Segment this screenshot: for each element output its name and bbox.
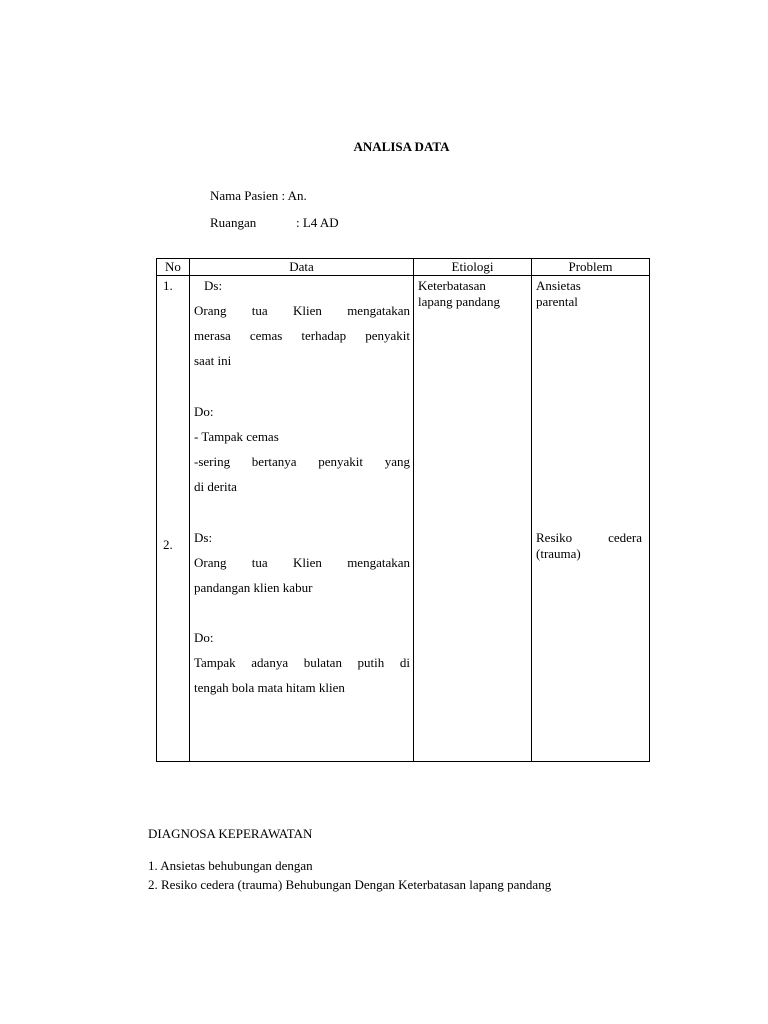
- table-row: [157, 276, 650, 762]
- row-2-ds-line-1: Orang tua Klien mengatakan: [194, 555, 410, 570]
- row-1-ds-line-2: merasa cemas terhadap penyakit: [194, 328, 410, 343]
- header-data: Data: [190, 259, 414, 276]
- data-cell: [190, 276, 414, 762]
- header-no: No: [157, 259, 190, 276]
- etiologi-cell: [414, 276, 532, 762]
- table-header-row: [157, 259, 650, 276]
- row-1-problem-line-2: parental: [536, 294, 578, 309]
- patient-room-label: Ruangan: [210, 215, 257, 230]
- patient-room-row: [210, 215, 339, 231]
- patient-name-value: : An.: [281, 188, 307, 203]
- row-2-do-line-1: Tampak adanya bulatan putih di: [194, 655, 410, 670]
- row-2-ds-line-2: pandangan klien kabur: [194, 580, 313, 595]
- row-2-no: 2.: [163, 537, 173, 552]
- page-title: ANALISA DATA: [353, 139, 450, 154]
- row-2-problem-line-2: (trauma): [536, 546, 581, 561]
- row-1-do-line-3: di derita: [194, 479, 237, 494]
- row-1-etiologi-line-2: lapang pandang: [418, 294, 500, 309]
- analysis-table: [156, 258, 650, 762]
- header-problem: Problem: [532, 259, 650, 276]
- row-2-do-label: Do:: [194, 630, 214, 645]
- row-1-ds-line-3: saat ini: [194, 353, 232, 368]
- row-1-ds-line-1: Orang tua Klien mengatakan: [194, 303, 410, 318]
- row-1-do-label: Do:: [194, 404, 214, 419]
- patient-name-row: [210, 188, 307, 204]
- header-etiologi: Etiologi: [414, 259, 532, 276]
- row-1-no: 1.: [163, 278, 173, 293]
- diagnosis-heading: DIAGNOSA KEPERAWATAN: [148, 826, 313, 841]
- row-1-etiologi-line-1: Keterbatasan: [418, 278, 486, 293]
- diagnosis-item-2: 2. Resiko cedera (trauma) Behubungan Dengan Keterbatasan lapang pandang: [148, 877, 552, 892]
- row-2-do-line-2: tengah bola mata hitam klien: [194, 680, 345, 695]
- patient-name-label: Nama Pasien: [210, 188, 279, 203]
- row-2-ds-label: Ds:: [194, 530, 213, 545]
- row-1-do-line-2: -sering bertanya penyakit yang: [194, 454, 410, 469]
- row-2-problem-line-1: Resiko cedera: [536, 530, 642, 545]
- row-1-do-line-1: - Tampak cemas: [194, 429, 279, 444]
- patient-room-value: : L4 AD: [296, 215, 339, 230]
- no-cell: [157, 276, 190, 762]
- row-1-ds-label: Ds:: [204, 278, 223, 293]
- row-1-problem-line-1: Ansietas: [536, 278, 581, 293]
- problem-cell: [532, 276, 650, 762]
- diagnosis-item-1: 1. Ansietas behubungan dengan: [148, 858, 313, 873]
